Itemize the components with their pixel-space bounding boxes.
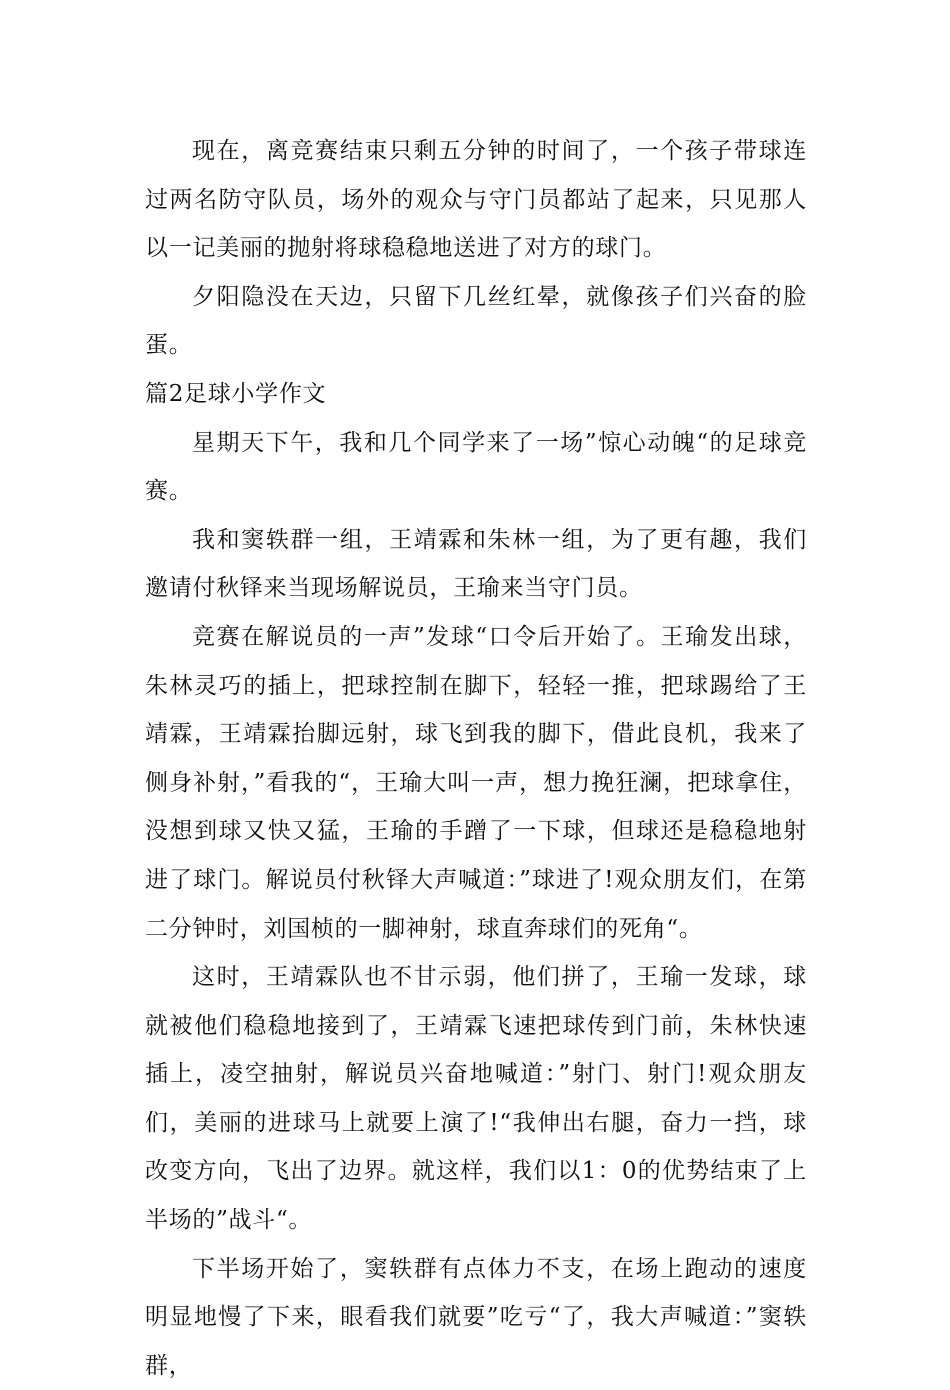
- section-heading: 篇2足球小学作文: [145, 380, 327, 407]
- paragraph: 这时，王靖霖队也不甘示弱，他们拼了，王瑜一发球，球就被他们稳稳地接到了，王靖霖飞速把球传到门前，朱林快速插上，凌空抽射，解说员兴奋地喊道：”射门、射门!观众朋友们，美丽的进球马上就要上演了!“我伸出右腿，奋力一挡，球改变方向，飞出了边界。就这样，我们以1：0的优势结束了上半场的”战斗“。: [145, 964, 807, 1234]
- paragraph: 星期天下午，我和几个同学来了一场”惊心动魄“的足球竞赛。: [145, 429, 807, 505]
- paragraph: 竞赛在解说员的一声”发球“口令后开始了。王瑜发出球，朱林灵巧的插上，把球控制在脚下，轻轻一推，把球踢给了王靖霖，王靖霖抬脚远射，球飞到我的脚下，借此良机，我来了侧身补射，”看我的“，王瑜大叫一声，想力挽狂澜，把球拿住，没想到球又快又猛，王瑜的手蹭了一下球，但球还是稳稳地射进了球门。解说员付秋铎大声喊道：”球进了!观众朋友们，在第二分钟时，刘国桢的一脚神射，球直奔球们的死角“。: [145, 623, 807, 942]
- paragraph: 我和窦轶群一组，王靖霖和朱林一组，为了更有趣，我们邀请付秋铎来当现场解说员，王瑜来当守门员。: [145, 526, 807, 602]
- paragraph: 夕阳隐没在天边，只留下几丝红晕，就像孩子们兴奋的脸蛋。: [145, 283, 807, 359]
- paragraph: 下半场开始了，窦轶群有点体力不支，在场上跑动的速度明显地慢了下来，眼看我们就要”吃亏“了，我大声喊道：”窦轶群，: [145, 1255, 807, 1379]
- document-body: [145, 127, 807, 1390]
- paragraph: 现在，离竞赛结束只剩五分钟的时间了，一个孩子带球连过两名防守队员，场外的观众与守门员都站了起来，只见那人以一记美丽的抛射将球稳稳地送进了对方的球门。: [145, 138, 807, 262]
